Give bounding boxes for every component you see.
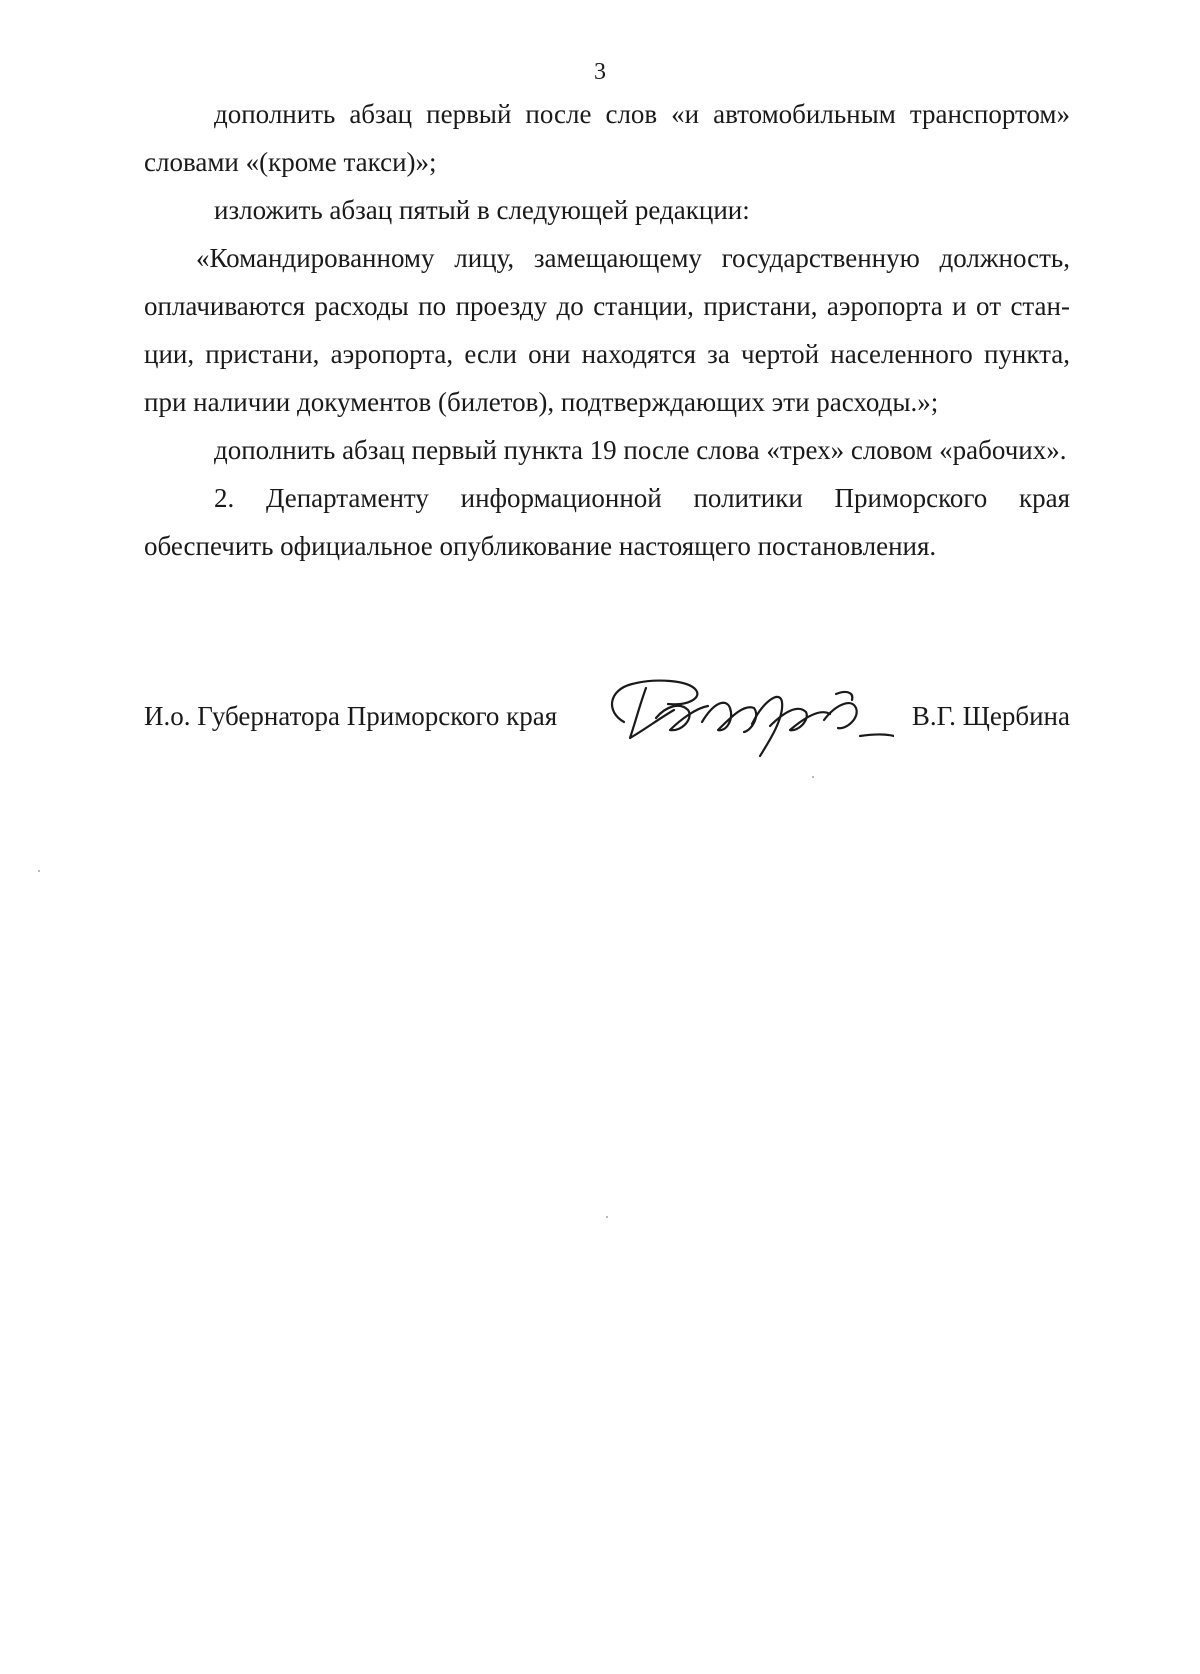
- scan-speck: [38, 870, 40, 872]
- paragraph-publication-order: 2. Департаменту информационной политики Приморского края обеспечить официальное опубликование настоящего постановления.: [144, 483, 1070, 561]
- signatory-title: И.о. Губернатора Приморского края: [144, 701, 558, 731]
- handwritten-signature: [584, 660, 894, 760]
- paragraph-quoted-text: «Командированному лицу, замещающему государственную должность, оплачиваются расходы по проезду до станции, пристани, аэропорта и от станции, пристани, аэропорта, если они находятся за чертой населенного пункта, при наличии документов (билетов), подтверждающих эти расходы.»;: [144, 243, 1070, 417]
- paragraph-amend-point-19: дополнить абзац первый пункта 19 после слова «трех» словом «рабочих».: [214, 435, 1067, 465]
- page-number: 3: [594, 59, 606, 85]
- paragraph-amend-fifth-intro: изложить абзац пятый в следующей редакции:: [214, 195, 750, 225]
- paragraph-amend-first: дополнить абзац первый после слов «и автомобильным транспортом» словами «(кроме такси)»;: [144, 99, 1070, 177]
- scan-speck: [606, 1216, 608, 1218]
- document-body: [144, 90, 1070, 570]
- signatory-name: В.Г. Щербина: [911, 701, 1070, 731]
- scan-speck: [812, 776, 814, 778]
- signature-block: [144, 660, 1070, 770]
